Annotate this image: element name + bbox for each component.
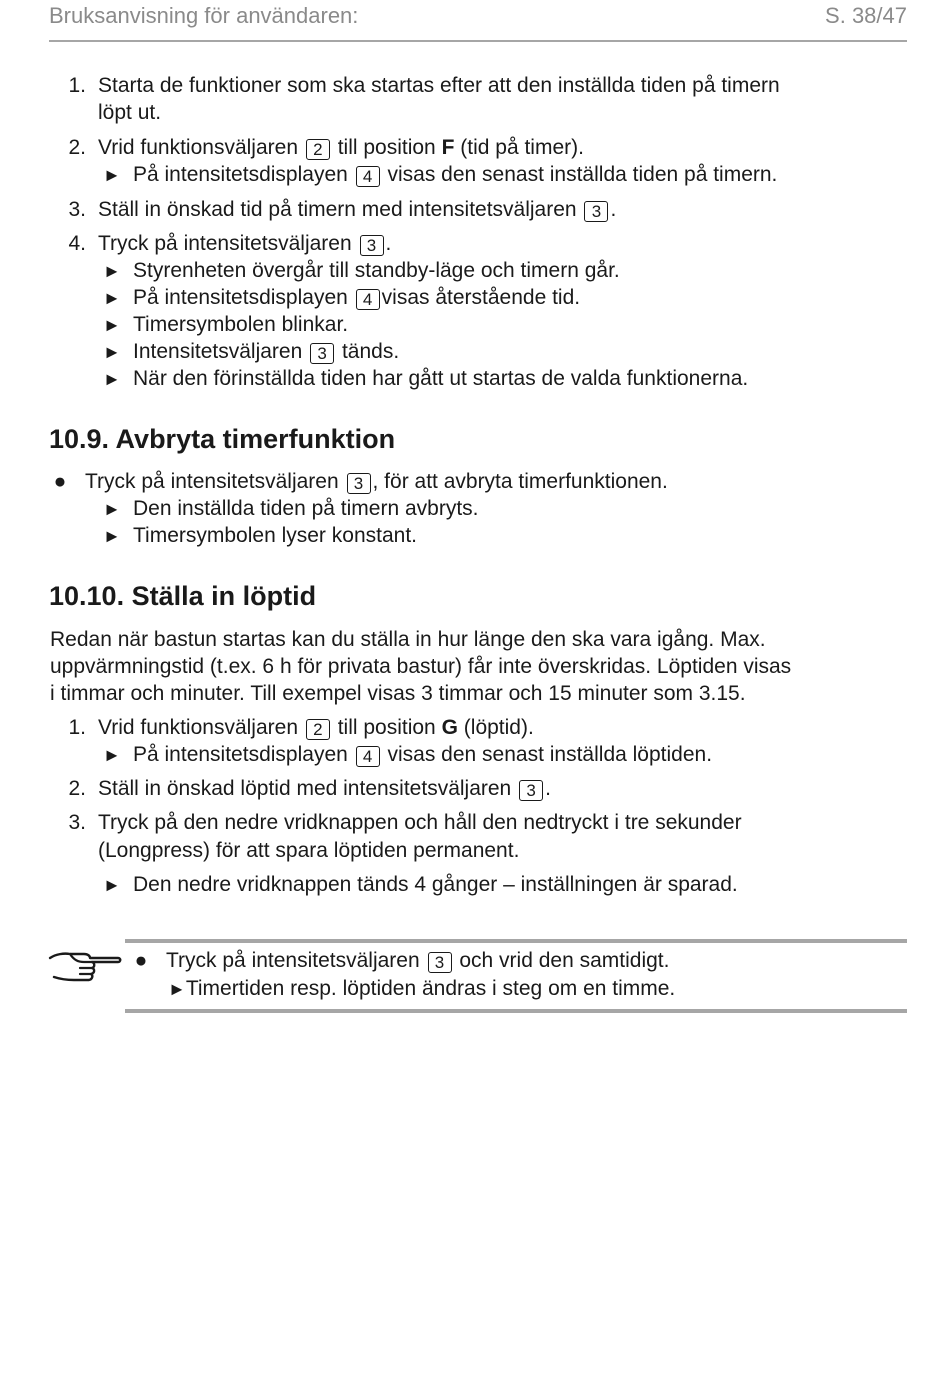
note-text: Tryck på intensitetsväljaren 3 och vrid den samtidigt. <box>166 949 670 972</box>
bullet-icon: ● <box>134 949 148 972</box>
result-line: ► Den nedre vridknappen tänds 4 gånger – inställningen är sparad. <box>103 873 738 896</box>
step-number: 2. <box>68 777 86 800</box>
step-text: Ställ in önskad löptid med intensitetsväljaren 3 . <box>98 777 551 800</box>
pointing-hand-icon <box>48 946 122 986</box>
arrow-icon: ► <box>103 288 121 308</box>
result-line: ► Den inställda tiden på timern avbryts. <box>103 497 479 520</box>
arrow-icon: ► <box>103 315 121 335</box>
ref-box: 3 <box>519 780 543 801</box>
ref-box: 2 <box>306 719 330 740</box>
note-rule-bottom <box>125 1009 907 1013</box>
arrow-icon: ► <box>103 745 121 765</box>
ref-box: 3 <box>360 235 384 256</box>
step-number: 2. <box>68 136 86 159</box>
bullet-text: Tryck på intensitetsväljaren 3 , för att avbryta timerfunktionen. <box>85 470 668 493</box>
result-line: ► Styrenheten övergår till standby-läge och timern går. <box>103 259 620 282</box>
arrow-icon: ► <box>103 875 121 895</box>
arrow-icon: ► <box>103 342 121 362</box>
page-header <box>49 3 907 29</box>
step-text: Starta de funktioner som ska startas efter att den inställda tiden på timern <box>98 74 780 97</box>
result-line: ► Timersymbolen blinkar. <box>103 313 349 336</box>
step-number: 1. <box>68 716 86 739</box>
result-line: ► På intensitetsdisplayen 4 visas den senast inställda löptiden. <box>103 743 713 766</box>
step-text: Tryck på den nedre vridknappen och håll den nedtryckt i tre sekunder <box>98 811 742 834</box>
document-title: Bruksanvisning för användaren: <box>49 3 359 28</box>
note-result: ►Timertiden resp. löptiden ändras i steg om en timme. <box>168 977 676 1000</box>
ref-box: 2 <box>306 139 330 160</box>
header-rule <box>49 40 907 42</box>
arrow-icon: ► <box>103 261 121 281</box>
step-number: 4. <box>68 232 86 255</box>
step-text: Ställ in önskad tid på timern med intensitetsväljaren 3 . <box>98 198 617 221</box>
step-number: 3. <box>68 198 86 221</box>
result-line: ► Intensitetsväljaren 3 tänds. <box>103 340 400 363</box>
step-number: 1. <box>68 74 86 97</box>
section-heading: 10.10. Ställa in löptid <box>49 581 317 611</box>
result-line: ► Timersymbolen lyser konstant. <box>103 524 417 547</box>
ref-box: 3 <box>584 201 608 222</box>
ref-box: 4 <box>356 289 380 310</box>
ref-box: 3 <box>347 473 371 494</box>
ref-box: 4 <box>356 166 380 187</box>
section-heading: 10.9. Avbryta timerfunktion <box>49 424 396 454</box>
note-rule-top <box>125 939 907 943</box>
result-line: ► När den förinställda tiden har gått ut startas de valda funktionerna. <box>103 367 749 390</box>
step-text: löpt ut. <box>98 101 162 124</box>
step-text: Vrid funktionsväljaren 2 till position F (tid på timer). <box>98 136 584 159</box>
ref-box: 4 <box>356 746 380 767</box>
arrow-icon: ► <box>103 165 121 185</box>
arrow-icon: ► <box>168 979 186 999</box>
result-line: ► På intensitetsdisplayen 4 visas återstående tid. <box>103 286 581 309</box>
arrow-icon: ► <box>103 369 121 389</box>
arrow-icon: ► <box>103 526 121 546</box>
ref-box: 3 <box>428 952 452 973</box>
page-number: S. 38/47 <box>825 3 907 28</box>
arrow-icon: ► <box>103 499 121 519</box>
step-text: (Longpress) för att spara löptiden permanent. <box>98 839 520 862</box>
result-line: ► På intensitetsdisplayen 4 visas den senast inställda tiden på timern. <box>103 163 778 186</box>
step-text: Tryck på intensitetsväljaren 3 . <box>98 232 392 255</box>
step-number: 3. <box>68 811 86 834</box>
body-text: uppvärmningstid (t.ex. 6 h för privata bastur) får inte överskridas. Löptiden visas <box>50 655 792 678</box>
bullet-icon: ● <box>53 470 67 493</box>
body-text: i timmar och minuter. Till exempel visas 3 timmar och 15 minuter som 3.15. <box>50 682 746 705</box>
body-text: Redan när bastun startas kan du ställa in hur länge den ska vara igång. Max. <box>50 628 766 651</box>
step-text: Vrid funktionsväljaren 2 till position G (löptid). <box>98 716 534 739</box>
ref-box: 3 <box>310 343 334 364</box>
